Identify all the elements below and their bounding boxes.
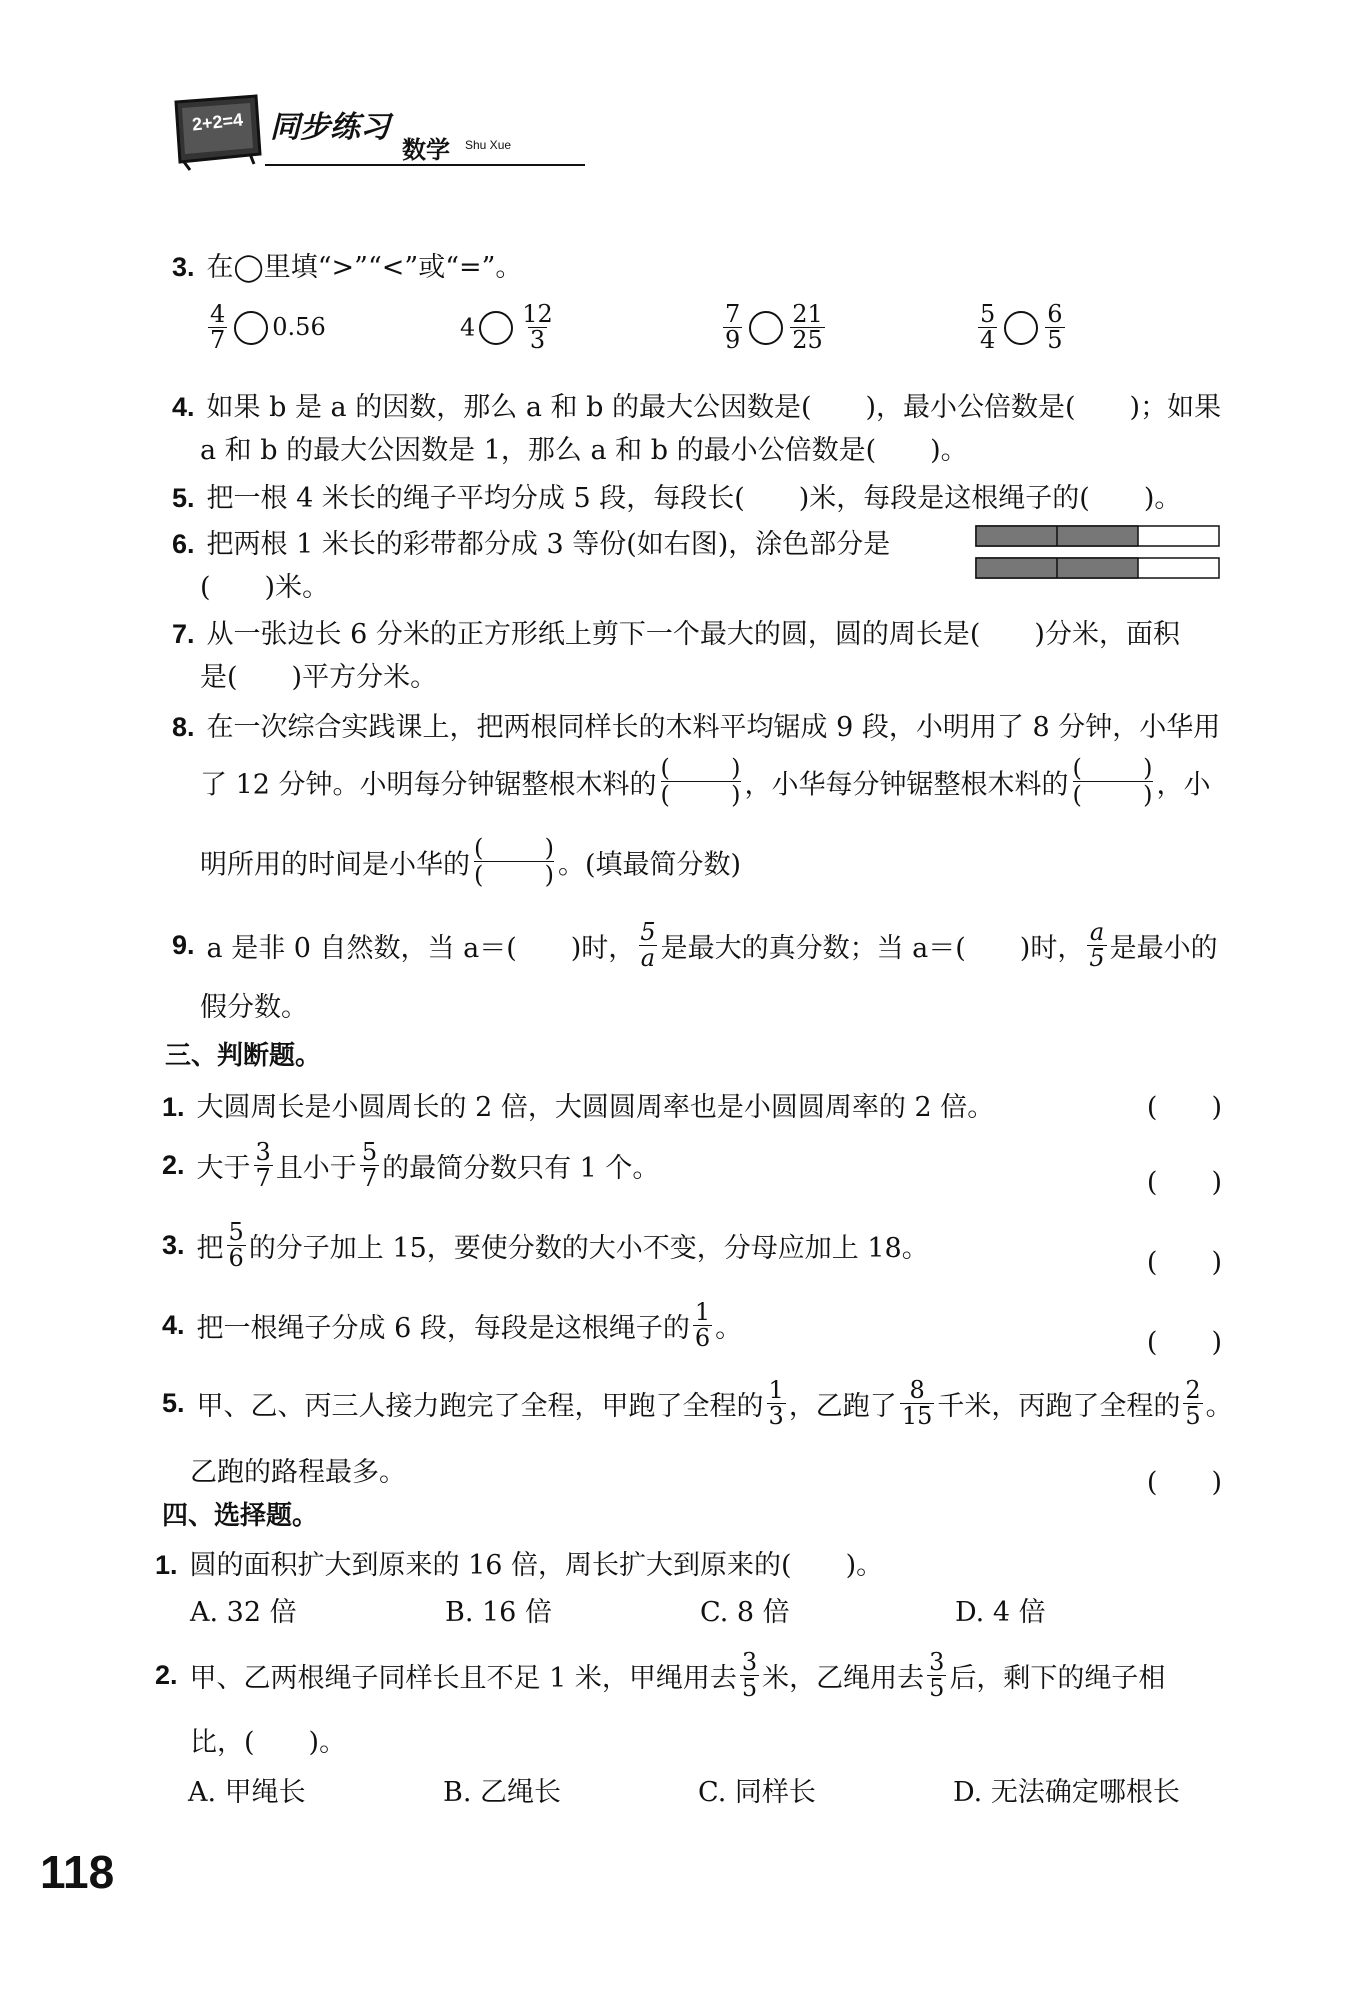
header-rule <box>265 164 585 166</box>
q4-line2: a 和 b 的最大公因数是 1，那么 a 和 b 的最小公倍数是( )。 <box>200 435 968 466</box>
blank-fraction[interactable]: ( ) ( ) <box>1072 754 1153 810</box>
subject-title: 数学 <box>402 137 450 164</box>
judge-q1: 1. 大圆周长是小圆周长的 2 倍，大圆圆周率也是小圆圆周率的 2 倍。 ( ) <box>162 1085 1222 1124</box>
choice-q1-options <box>190 1590 1230 1630</box>
q7-line2: 是( )平方分米。 <box>200 662 438 693</box>
choice-q2-line1: 2. 甲、乙两根绳子同样长且不足 1 米，甲绳用去 $\frac{3}{5}$ 米，乙绳用去 $\frac{3}{5}$ 后，剩下的绳子相 <box>155 1648 1166 1703</box>
option-d[interactable]: D. 4 倍 <box>955 1597 1046 1628</box>
q3-text: 3. 在◯里填“>”“<”或“=”。 <box>172 252 523 283</box>
header <box>170 92 590 182</box>
blank-fraction[interactable]: ( ) ( ) <box>660 754 741 810</box>
choice-q1: 1. 圆的面积扩大到原来的 16 倍，周长扩大到原来的( )。 <box>155 1550 884 1581</box>
compare-item-1: $\frac{4}{7}$ 0.56 <box>210 300 326 355</box>
q3-items <box>205 302 1085 372</box>
q7-line1: 7. 从一张边长 6 分米的正方形纸上剪下一个最大的圆，圆的周长是( )分米，面积 <box>172 619 1180 650</box>
q5-text: 5. 把一根 4 米长的绳子平均分成 5 段，每段长( )米，每段是这根绳子的( )。 <box>172 483 1182 514</box>
compare-item-2: 4 $\frac{12}{3}$ <box>460 300 553 355</box>
q6-line2: ( )米。 <box>200 572 330 603</box>
answer-parens[interactable]: ( ) <box>1146 1247 1222 1278</box>
answer-parens[interactable]: ( ) <box>1146 1467 1222 1498</box>
q8-line1: 8. 在一次综合实践课上，把两根同样长的木料平均锯成 9 段，小明用了 8 分钟，小华用 <box>172 712 1221 743</box>
page-number: 118 <box>40 1846 115 1898</box>
judge-q5-line1: 5. 甲、乙、丙三人接力跑完了全程，甲跑了全程的 $\frac{1}{3}$ ，乙跑了 $\frac{8}{15}$ 千米，丙跑了全程的 $\frac{2}{5}$ 。 <box>162 1376 1233 1431</box>
q8-line2: 了 12 分钟。小明每分钟锯整根木料的 ( ) ( ) ，小华每分钟锯整根木料的 ( ) ( ) ，小 <box>200 754 1211 810</box>
q8-line3: 明所用的时间是小华的 ( ) ( ) 。(填最简分数) <box>200 834 742 890</box>
blank-fraction[interactable]: ( ) ( ) <box>474 834 554 890</box>
judge-section-title: 三、判断题。 <box>165 1040 322 1070</box>
q6-line1: 6. 把两根 1 米长的彩带都分成 3 等份(如右图)，涂色部分是 <box>172 529 891 560</box>
judge-q3: 3. 把 $\frac{5}{6}$ 的分子加上 15，要使分数的大小不变，分母应加上 18。 ( ) <box>162 1218 1222 1278</box>
ribbon-diagram <box>975 525 1220 581</box>
choice-section-title: 四、选择题。 <box>162 1500 319 1530</box>
compare-item-4: $\frac{5}{4}$ $\frac{6}{5}$ <box>980 300 1063 355</box>
judge-q2: 2. 大于 $\frac{3}{7}$ 且小于 $\frac{5}{7}$ 的最简分数只有 1 个。 ( ) <box>162 1138 1222 1198</box>
option-a[interactable]: A. 甲绳长 <box>188 1777 306 1808</box>
judge-q4: 4. 把一根绳子分成 6 段，每段是这根绳子的 $\frac{1}{6}$ 。 ( ) <box>162 1298 1222 1358</box>
answer-circle[interactable] <box>479 311 513 345</box>
series-title: 同步练习 <box>270 111 390 144</box>
choice-q2-line2: 比，( )。 <box>190 1727 347 1758</box>
answer-circle[interactable] <box>749 311 783 345</box>
logo-text: 2+2=4 <box>191 109 244 135</box>
q9-line2: 假分数。 <box>200 992 308 1023</box>
answer-parens[interactable]: ( ) <box>1146 1327 1222 1358</box>
q9-line1: 9. a 是非 0 自然数，当 a＝( )时， $\frac{5}{a}$ 是最大的真分数；当 a＝( )时， $\frac{a}{5}$ 是最小的 <box>172 918 1218 973</box>
option-c[interactable]: C. 同样长 <box>698 1777 816 1808</box>
judge-q5-line2: 乙跑的路程最多。 ( ) <box>190 1457 1222 1498</box>
option-a[interactable]: A. 32 倍 <box>190 1597 297 1628</box>
q4-line1: 4. 如果 b 是 a 的因数，那么 a 和 b 的最大公因数是( )，最小公倍数是( )；如果 <box>172 392 1222 423</box>
answer-parens[interactable]: ( ) <box>1146 1092 1222 1123</box>
option-c[interactable]: C. 8 倍 <box>700 1597 790 1628</box>
option-b[interactable]: B. 乙绳长 <box>443 1777 562 1808</box>
answer-parens[interactable]: ( ) <box>1146 1167 1222 1198</box>
option-d[interactable]: D. 无法确定哪根长 <box>953 1777 1180 1808</box>
subject-pinyin: Shu Xue <box>465 138 512 152</box>
choice-q2-options <box>188 1770 1228 1810</box>
compare-item-3: $\frac{7}{9}$ $\frac{21}{25}$ <box>725 300 823 355</box>
option-b[interactable]: B. 16 倍 <box>445 1597 552 1628</box>
answer-circle[interactable] <box>1004 311 1038 345</box>
answer-circle[interactable] <box>234 311 268 345</box>
